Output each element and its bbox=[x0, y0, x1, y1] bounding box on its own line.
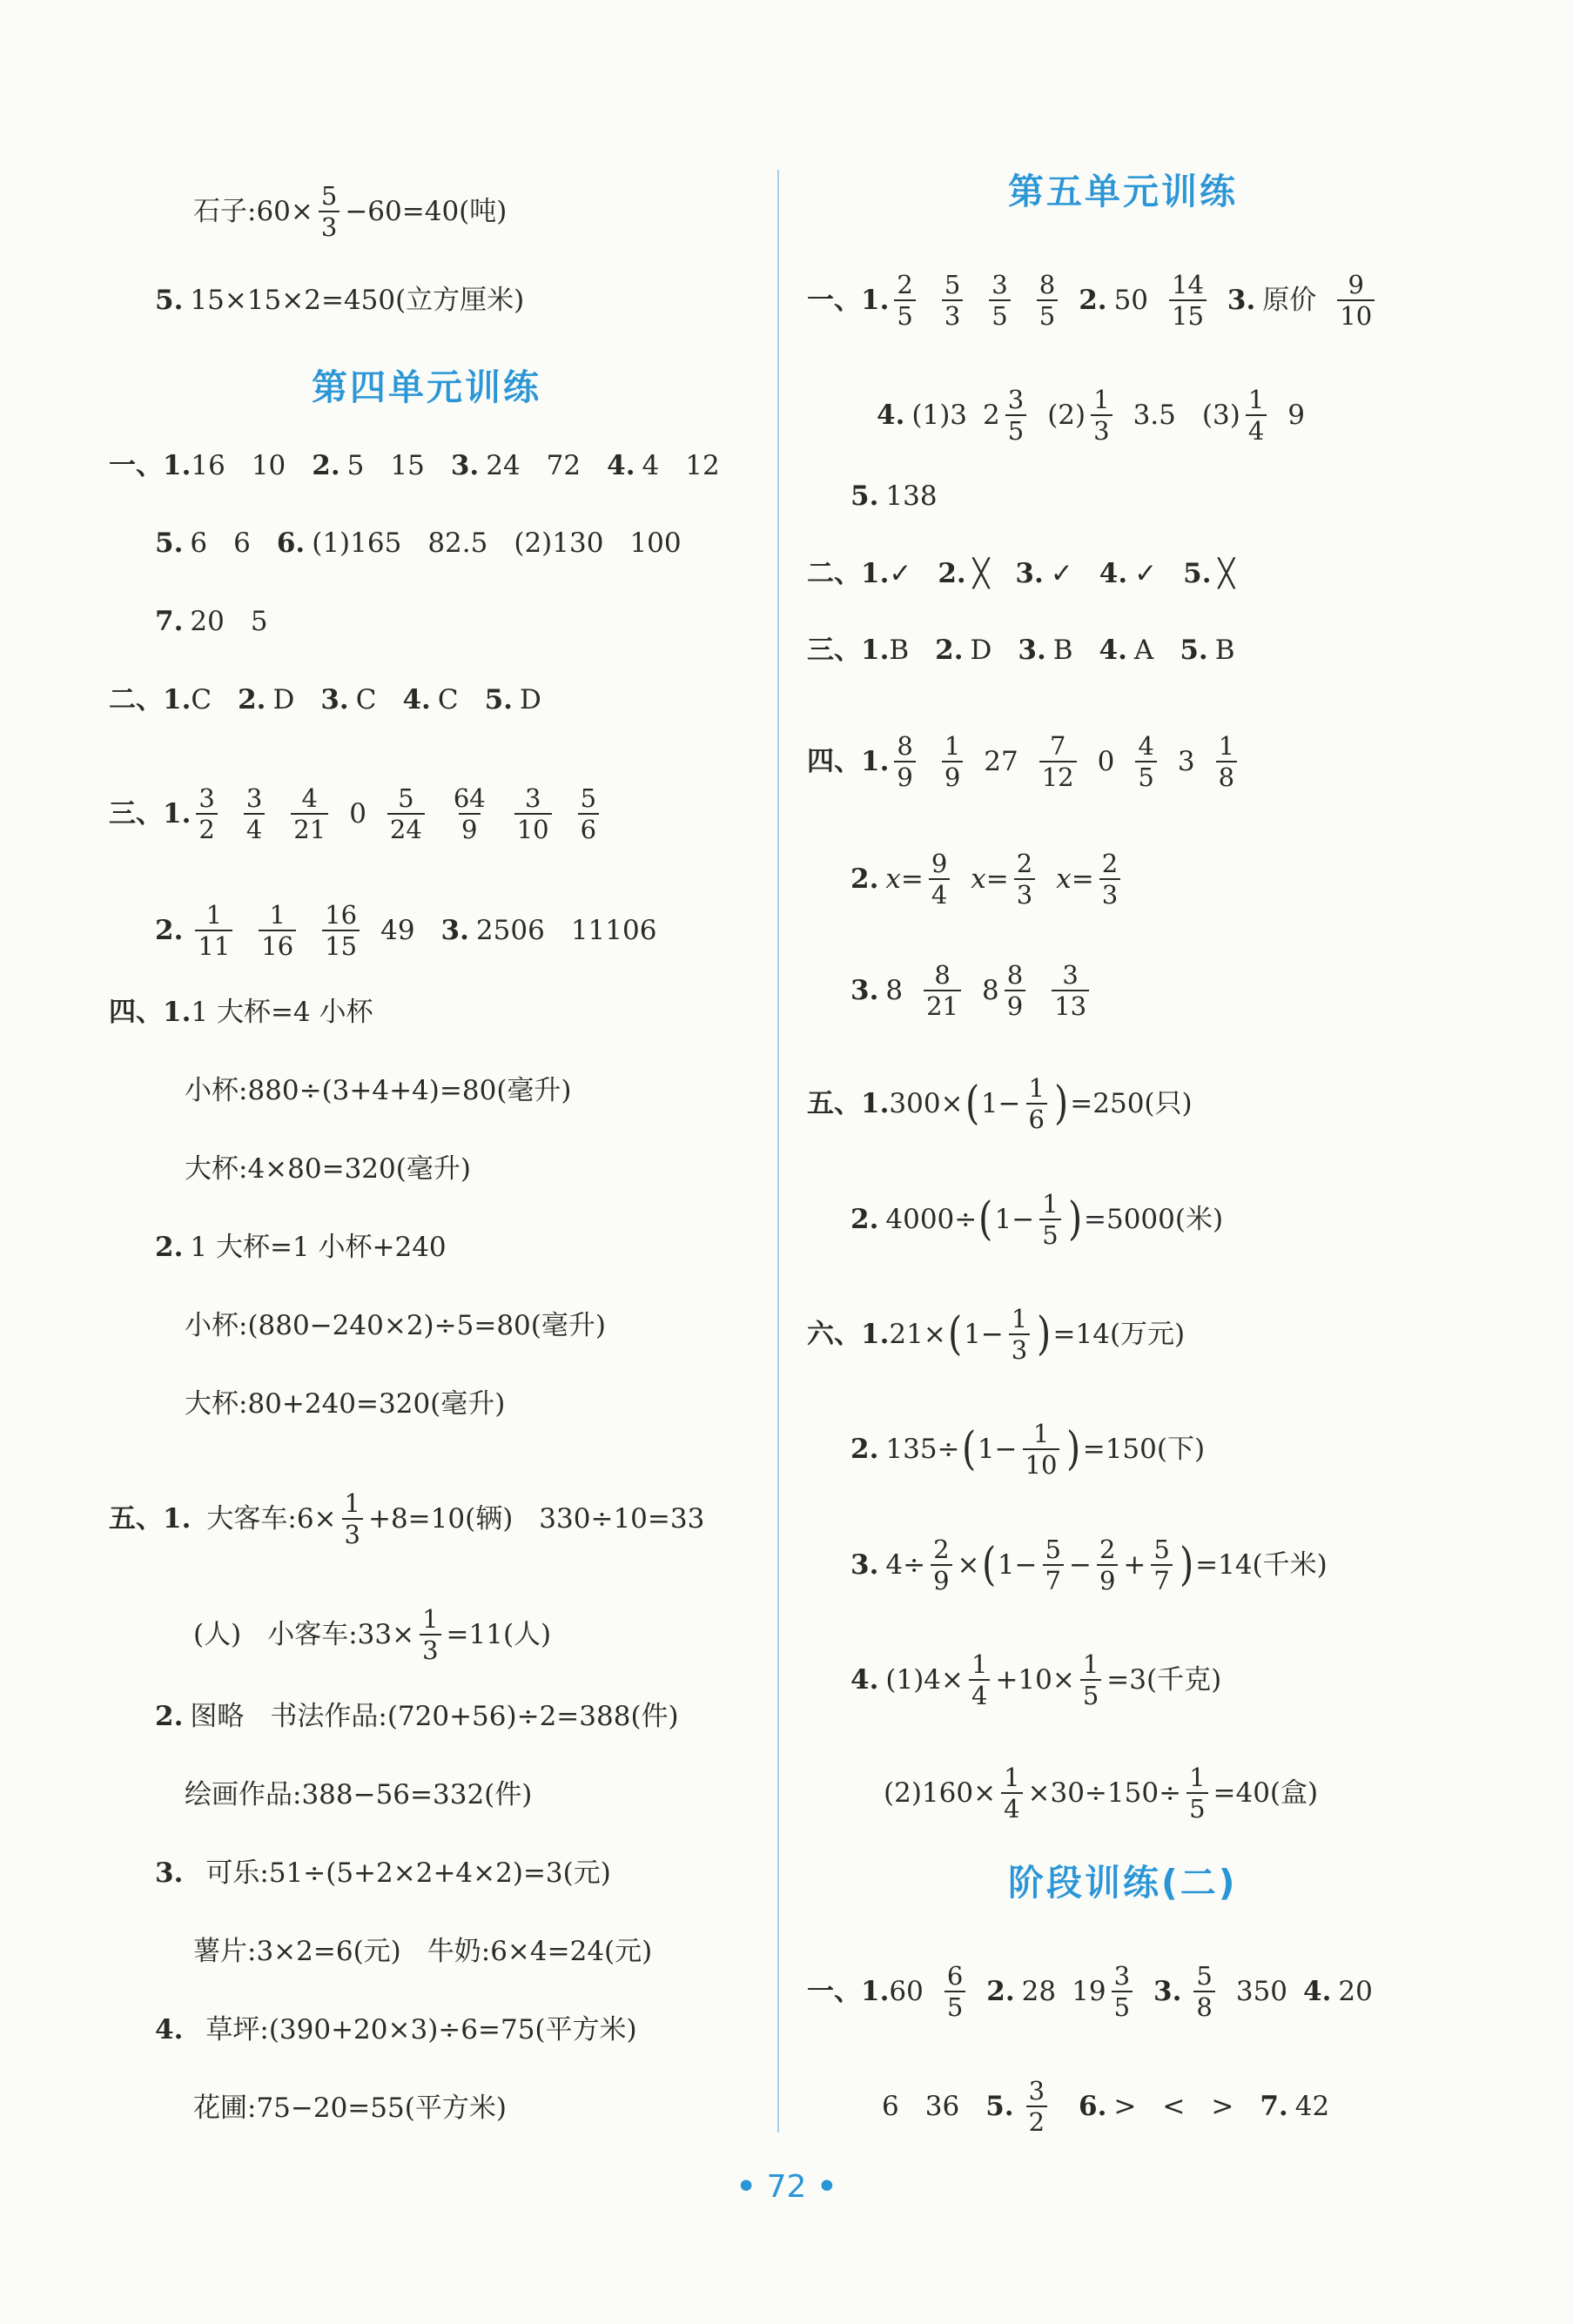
question-number: 2. bbox=[155, 1232, 184, 1263]
answer-line bbox=[850, 1419, 1205, 1480]
section-title-unit5: 第五单元训练 bbox=[1008, 171, 1238, 212]
fraction: $\frac{3}{5}$ bbox=[989, 270, 1010, 331]
answer: 20 bbox=[1338, 1976, 1373, 2007]
fraction: $\frac{9}{10}$ bbox=[1337, 270, 1375, 331]
answer-line bbox=[850, 479, 938, 514]
answer: 4000÷ bbox=[885, 1204, 978, 1235]
answer: 牛奶:6×4=24(元) bbox=[427, 1936, 653, 1967]
answer: 1− bbox=[977, 1434, 1018, 1465]
fraction: $\frac{5}{3}$ bbox=[319, 181, 339, 242]
answer-line bbox=[807, 1304, 1185, 1365]
answer: 1− bbox=[964, 1319, 1004, 1350]
answer: 36 bbox=[924, 2091, 960, 2122]
fraction: $\frac{1}{3}$ bbox=[342, 1488, 363, 1549]
answer: 19 bbox=[1072, 1976, 1106, 2007]
fraction: $\frac{8}{21}$ bbox=[924, 960, 961, 1021]
answer: 300× bbox=[889, 1088, 964, 1119]
answer: 28 bbox=[1021, 1976, 1057, 2007]
answer: 11106 bbox=[570, 915, 657, 946]
right-paren: ) bbox=[1067, 1193, 1082, 1246]
question-number: 5. bbox=[155, 285, 184, 316]
question-number: 2. bbox=[1079, 285, 1107, 316]
answer: 小杯:880÷(3+4+4)=80(毫升) bbox=[185, 1075, 572, 1106]
answer: A bbox=[1133, 635, 1154, 666]
answer: 2 bbox=[983, 400, 1000, 431]
check-mark: ✓ bbox=[889, 558, 912, 589]
fraction: $\frac{6}{5}$ bbox=[944, 1961, 965, 2022]
fraction: $\frac{1}{11}$ bbox=[195, 900, 232, 961]
answer: 书法作品:(720+56)÷2=388(件) bbox=[270, 1701, 679, 1732]
answer: 1 大杯=1 小杯+240 bbox=[190, 1232, 447, 1263]
answer-line bbox=[109, 1488, 704, 1549]
answer: > bbox=[1211, 2091, 1234, 2122]
answer: B bbox=[1052, 635, 1073, 666]
answer: + bbox=[1123, 1549, 1146, 1581]
answer: 2506 bbox=[475, 915, 545, 946]
question-number: 2. bbox=[935, 635, 964, 666]
question-number: 3. bbox=[1015, 558, 1044, 589]
answer: 350 bbox=[1235, 1976, 1288, 2007]
fraction: $\frac{2}{3}$ bbox=[1099, 849, 1120, 910]
answer: 138 bbox=[885, 480, 938, 512]
section-title-stage2: 阶段训练(二) bbox=[1008, 1862, 1238, 1904]
answer: 50 bbox=[1113, 285, 1149, 316]
answer-line bbox=[109, 448, 720, 483]
fraction: $\frac{1}{3}$ bbox=[1091, 385, 1112, 446]
fraction: $\frac{1}{3}$ bbox=[420, 1604, 440, 1665]
text: 60× bbox=[256, 196, 313, 227]
answer-line bbox=[850, 1535, 1328, 1595]
answer: 3 bbox=[1177, 746, 1195, 777]
question-number: 5. bbox=[850, 480, 879, 512]
part-label: 四、1. bbox=[807, 746, 890, 777]
fraction: $\frac{2}{3}$ bbox=[1014, 849, 1035, 910]
answer-line bbox=[807, 556, 1234, 591]
fraction: $\frac{5}{3}$ bbox=[942, 270, 963, 331]
question-number: 3. bbox=[450, 450, 480, 481]
answer: C bbox=[355, 684, 377, 715]
answer: C bbox=[191, 684, 212, 715]
answer: 24 bbox=[486, 450, 521, 481]
answer: (人) bbox=[193, 1619, 242, 1650]
answer: (2) bbox=[1047, 400, 1086, 431]
answer-line bbox=[193, 1934, 652, 1969]
answer: 1 大杯=4 小杯 bbox=[191, 997, 373, 1028]
answer: < bbox=[1162, 2091, 1186, 2122]
part-label: 五、1. bbox=[807, 1088, 890, 1119]
answer: 1− bbox=[980, 1088, 1021, 1119]
answer: 1− bbox=[994, 1204, 1035, 1235]
answer: 0 bbox=[1097, 746, 1115, 777]
answer: 6 bbox=[190, 527, 208, 559]
fraction: $\frac{2}{5}$ bbox=[894, 270, 915, 331]
answer-line bbox=[882, 2076, 1329, 2137]
answer: 0 bbox=[349, 798, 366, 830]
fraction: $\frac{64}{9}$ bbox=[453, 783, 486, 844]
fraction: $\frac{1}{4}$ bbox=[1246, 385, 1267, 446]
label: 石子: bbox=[193, 196, 257, 227]
fraction: $\frac{5}{8}$ bbox=[1193, 1961, 1214, 2022]
answer: 4 bbox=[642, 450, 660, 481]
answer: =3(千克) bbox=[1106, 1664, 1222, 1696]
fraction: $\frac{1}{16}$ bbox=[259, 900, 296, 961]
fraction: $\frac{2}{9}$ bbox=[931, 1535, 951, 1595]
answer: 82.5 bbox=[427, 527, 488, 559]
question-number: 5. bbox=[484, 684, 513, 715]
question-number: 2. bbox=[938, 558, 966, 589]
answer: 21× bbox=[889, 1319, 946, 1350]
question-number: 3. bbox=[850, 975, 879, 1006]
dot-icon: • bbox=[736, 2169, 756, 2205]
answer-line bbox=[193, 2091, 507, 2126]
answer-line bbox=[193, 1604, 551, 1665]
answer: 135÷ bbox=[885, 1434, 960, 1465]
answer: 大客车:6× bbox=[206, 1503, 337, 1535]
answer-line bbox=[155, 526, 682, 561]
fraction: $\frac{16}{15}$ bbox=[322, 900, 360, 961]
check-mark: ✓ bbox=[1134, 558, 1158, 589]
answer: > bbox=[1113, 2091, 1137, 2122]
answer: 3.5 bbox=[1133, 400, 1176, 431]
answer: ×30÷150÷ bbox=[1027, 1777, 1182, 1809]
answer: 小杯:(880−240×2)÷5=80(毫升) bbox=[185, 1310, 606, 1341]
answer: 可乐:51÷(5+2×2+4×2)=3(元) bbox=[205, 1857, 611, 1889]
fraction: $\frac{1}{5}$ bbox=[1080, 1649, 1101, 1710]
answer: 小客车:33× bbox=[267, 1619, 415, 1650]
question-number: 3. bbox=[1227, 285, 1256, 316]
answer-line bbox=[185, 1777, 532, 1812]
answer: 20 bbox=[190, 606, 225, 637]
fraction: $\frac{8}{9}$ bbox=[894, 731, 915, 792]
fraction: $\frac{3}{4}$ bbox=[244, 783, 265, 844]
answer: 15 bbox=[390, 450, 425, 481]
answer: 8 bbox=[885, 975, 904, 1006]
question-number: 4. bbox=[850, 1664, 879, 1696]
dot-icon: • bbox=[817, 2169, 837, 2205]
fraction: $\frac{8}{5}$ bbox=[1037, 270, 1058, 331]
right-paren: ) bbox=[1066, 1423, 1081, 1475]
answer-line bbox=[807, 1961, 1373, 2022]
answer-line bbox=[884, 1763, 1318, 1824]
right-paren: ) bbox=[1054, 1078, 1069, 1130]
answer: 16 bbox=[191, 450, 225, 481]
answer: 72 bbox=[546, 450, 581, 481]
question-number: 7. bbox=[155, 606, 184, 637]
fraction: $\frac{1}{10}$ bbox=[1023, 1419, 1060, 1480]
fraction: $\frac{3}{13}$ bbox=[1052, 960, 1089, 1021]
answer: 大杯:4×80=320(毫升) bbox=[185, 1153, 471, 1185]
question-number: 4. bbox=[402, 684, 431, 715]
answer: =11(人) bbox=[446, 1619, 552, 1650]
answer: D bbox=[272, 684, 295, 715]
question-number: 2. bbox=[850, 1434, 879, 1465]
question-number: 4. bbox=[1099, 558, 1128, 589]
part-label: 三、1. bbox=[807, 635, 890, 666]
answer-line bbox=[185, 1387, 505, 1421]
question-number: 3. bbox=[440, 915, 469, 946]
question-number: 3. bbox=[1018, 635, 1046, 666]
answer: 49 bbox=[380, 915, 415, 946]
question-number: 5. bbox=[155, 527, 184, 559]
part-label: 一、1. bbox=[807, 1976, 890, 2007]
fraction: $\frac{8}{9}$ bbox=[1005, 960, 1025, 1021]
answer: 330÷10=33 bbox=[539, 1503, 705, 1535]
fraction: $\frac{5}{7}$ bbox=[1151, 1535, 1172, 1595]
answer: 草坪:(390+20×3)÷6=75(平方米) bbox=[205, 2014, 637, 2045]
answer-line bbox=[850, 960, 1094, 1021]
answer-line bbox=[807, 1073, 1193, 1134]
question-number: 5. bbox=[985, 2091, 1014, 2122]
fraction: $\frac{1}{5}$ bbox=[1039, 1189, 1060, 1250]
answer-line-q5 bbox=[155, 283, 524, 318]
question-number: 4. bbox=[607, 450, 635, 481]
answer: 绘画作品:388−56=332(件) bbox=[185, 1779, 533, 1810]
text: −60=40(吨) bbox=[345, 196, 508, 227]
answer-line bbox=[109, 682, 541, 717]
part-label: 一、1. bbox=[807, 285, 890, 316]
answer: 12 bbox=[685, 450, 720, 481]
question-number: 4. bbox=[877, 400, 905, 431]
answer: (1)165 bbox=[312, 527, 402, 559]
fraction: $\frac{3}{10}$ bbox=[514, 783, 552, 844]
fraction: $\frac{4}{21}$ bbox=[291, 783, 328, 844]
question-number: 3. bbox=[320, 684, 349, 715]
question-number: 3. bbox=[850, 1549, 879, 1581]
answer-line bbox=[109, 783, 604, 844]
answer-line bbox=[877, 385, 1305, 446]
fraction: $\frac{9}{4}$ bbox=[929, 849, 950, 910]
answer-line bbox=[109, 995, 373, 1030]
answer-line bbox=[850, 1189, 1223, 1250]
answer-line bbox=[185, 1308, 606, 1343]
answer-line bbox=[807, 270, 1380, 331]
answer: (1)3 bbox=[911, 400, 968, 431]
answer: D bbox=[519, 684, 541, 715]
part-label: 三、1. bbox=[109, 798, 192, 830]
answer: (2)130 bbox=[514, 527, 604, 559]
answer: =14(千米) bbox=[1195, 1549, 1328, 1581]
answer-line-stones bbox=[193, 181, 507, 242]
answer: =40(盒) bbox=[1213, 1777, 1319, 1809]
question-number: 2. bbox=[986, 1976, 1015, 2007]
fraction: $\frac{5}{6}$ bbox=[578, 783, 599, 844]
answer: B bbox=[889, 635, 910, 666]
answer: 9 bbox=[1287, 400, 1305, 431]
answer: x= bbox=[971, 863, 1009, 895]
question-number: 7. bbox=[1260, 2091, 1288, 2122]
answer: =14(万元) bbox=[1052, 1319, 1186, 1350]
answer: 42 bbox=[1294, 2091, 1330, 2122]
answer: =250(只) bbox=[1070, 1088, 1193, 1119]
question-number: 6. bbox=[276, 527, 306, 559]
answer: 10 bbox=[251, 450, 286, 481]
fraction: $\frac{1}{3}$ bbox=[1009, 1304, 1030, 1365]
answer: 原价 bbox=[1262, 285, 1317, 316]
answer: 1− bbox=[997, 1549, 1038, 1581]
question-number: 2. bbox=[155, 1701, 184, 1732]
answer: − bbox=[1068, 1549, 1092, 1581]
fraction: $\frac{4}{5}$ bbox=[1135, 731, 1156, 792]
answer: (2)160× bbox=[884, 1777, 997, 1809]
part-label: 二、1. bbox=[109, 684, 192, 715]
answer: 6 bbox=[882, 2091, 899, 2122]
question-number: 4. bbox=[155, 2014, 184, 2045]
answer-line bbox=[185, 1152, 471, 1186]
question-number: 5. bbox=[1183, 558, 1212, 589]
fraction: $\frac{1}{6}$ bbox=[1026, 1073, 1047, 1134]
right-paren: ) bbox=[1179, 1539, 1194, 1591]
answer: × bbox=[957, 1549, 980, 1581]
section-title-unit4: 第四单元训练 bbox=[312, 366, 541, 408]
answer: 60 bbox=[889, 1976, 924, 2007]
fraction: $\frac{1}{4}$ bbox=[969, 1649, 990, 1710]
fraction: $\frac{3}{2}$ bbox=[196, 783, 217, 844]
question-number: 4. bbox=[1099, 635, 1127, 666]
part-label: 四、1. bbox=[109, 997, 192, 1028]
part-label: 一、1. bbox=[109, 450, 192, 481]
fraction: $\frac{1}{4}$ bbox=[1001, 1763, 1022, 1824]
answer-line bbox=[850, 849, 1126, 910]
fraction: $\frac{7}{12}$ bbox=[1039, 731, 1077, 792]
answer-line bbox=[155, 900, 656, 961]
question-number: 4. bbox=[1303, 1976, 1332, 2007]
answer: +8=10(辆) bbox=[367, 1503, 514, 1535]
left-paren: ( bbox=[981, 1539, 996, 1591]
answer: (3) bbox=[1201, 400, 1240, 431]
question-number: 5. bbox=[1180, 635, 1208, 666]
fraction: $\frac{1}{5}$ bbox=[1186, 1763, 1207, 1824]
answer: x= bbox=[1056, 863, 1094, 895]
answer: 5 bbox=[250, 606, 268, 637]
left-paren: ( bbox=[965, 1078, 979, 1130]
fraction: $\frac{3}{2}$ bbox=[1026, 2076, 1047, 2137]
answer: 薯片:3×2=6(元) bbox=[193, 1936, 401, 1967]
fraction: $\frac{2}{9}$ bbox=[1097, 1535, 1118, 1595]
answer-line bbox=[155, 1856, 611, 1891]
answer: (1)4× bbox=[885, 1664, 964, 1696]
answer-line bbox=[807, 633, 1234, 668]
fraction: $\frac{3}{5}$ bbox=[1112, 1961, 1133, 2022]
answer: 8 bbox=[982, 975, 999, 1006]
question-number: 2. bbox=[850, 863, 879, 895]
fraction: $\frac{14}{15}$ bbox=[1169, 270, 1207, 331]
question-number: 6. bbox=[1079, 2091, 1107, 2122]
question-number: 2. bbox=[238, 684, 266, 715]
answer-line bbox=[185, 1073, 572, 1108]
answer: 27 bbox=[984, 746, 1018, 777]
answer: +10× bbox=[995, 1664, 1075, 1696]
fraction: $\frac{1}{9}$ bbox=[942, 731, 963, 792]
part-label: 二、1. bbox=[807, 558, 890, 589]
answer-line bbox=[155, 1230, 447, 1265]
answer: 花圃:75−20=55(平方米) bbox=[193, 2092, 507, 2124]
right-paren: ) bbox=[1037, 1308, 1052, 1360]
question-number: 2. bbox=[850, 1204, 879, 1235]
answer: B bbox=[1214, 635, 1235, 666]
check-mark: ✓ bbox=[1050, 558, 1073, 589]
answer: =5000(米) bbox=[1084, 1204, 1224, 1235]
answer-line bbox=[155, 1699, 679, 1734]
answer: C bbox=[437, 684, 459, 715]
fraction: $\frac{1}{8}$ bbox=[1216, 731, 1237, 792]
answer: x= bbox=[885, 863, 924, 895]
fraction: $\frac{5}{7}$ bbox=[1043, 1535, 1064, 1595]
answer-line bbox=[807, 731, 1242, 792]
left-paren: ( bbox=[961, 1423, 976, 1475]
page-number-value: 72 bbox=[766, 2169, 807, 2205]
column-divider bbox=[777, 170, 779, 2133]
fraction: $\frac{5}{24}$ bbox=[387, 783, 425, 844]
part-label: 五、1. bbox=[109, 1503, 192, 1535]
part-label: 六、1. bbox=[807, 1319, 890, 1350]
answer: D bbox=[970, 635, 992, 666]
left-paren: ( bbox=[947, 1308, 963, 1360]
answer: =150(下) bbox=[1082, 1434, 1206, 1465]
left-paren: ( bbox=[978, 1193, 993, 1246]
cross-mark: ╳ bbox=[1218, 558, 1235, 589]
text: 15×15×2=450(立方厘米) bbox=[190, 285, 525, 316]
answer: 5 bbox=[346, 450, 365, 481]
question-number: 3. bbox=[1153, 1976, 1182, 2007]
question-number: 2. bbox=[312, 450, 340, 481]
answer: 100 bbox=[629, 527, 682, 559]
answer-line bbox=[155, 604, 268, 639]
page-number bbox=[0, 2169, 1573, 2205]
answer: 6 bbox=[233, 527, 251, 559]
fraction: $\frac{3}{5}$ bbox=[1005, 385, 1026, 446]
answer-line bbox=[155, 2012, 637, 2047]
answer: 4÷ bbox=[885, 1549, 926, 1581]
answer: 大杯:80+240=320(毫升) bbox=[185, 1388, 506, 1420]
question-number: 3. bbox=[155, 1857, 184, 1889]
answer-line bbox=[850, 1649, 1221, 1710]
answer: 图略 bbox=[190, 1701, 245, 1732]
cross-mark: ╳ bbox=[972, 558, 990, 589]
question-number: 2. bbox=[155, 915, 184, 946]
